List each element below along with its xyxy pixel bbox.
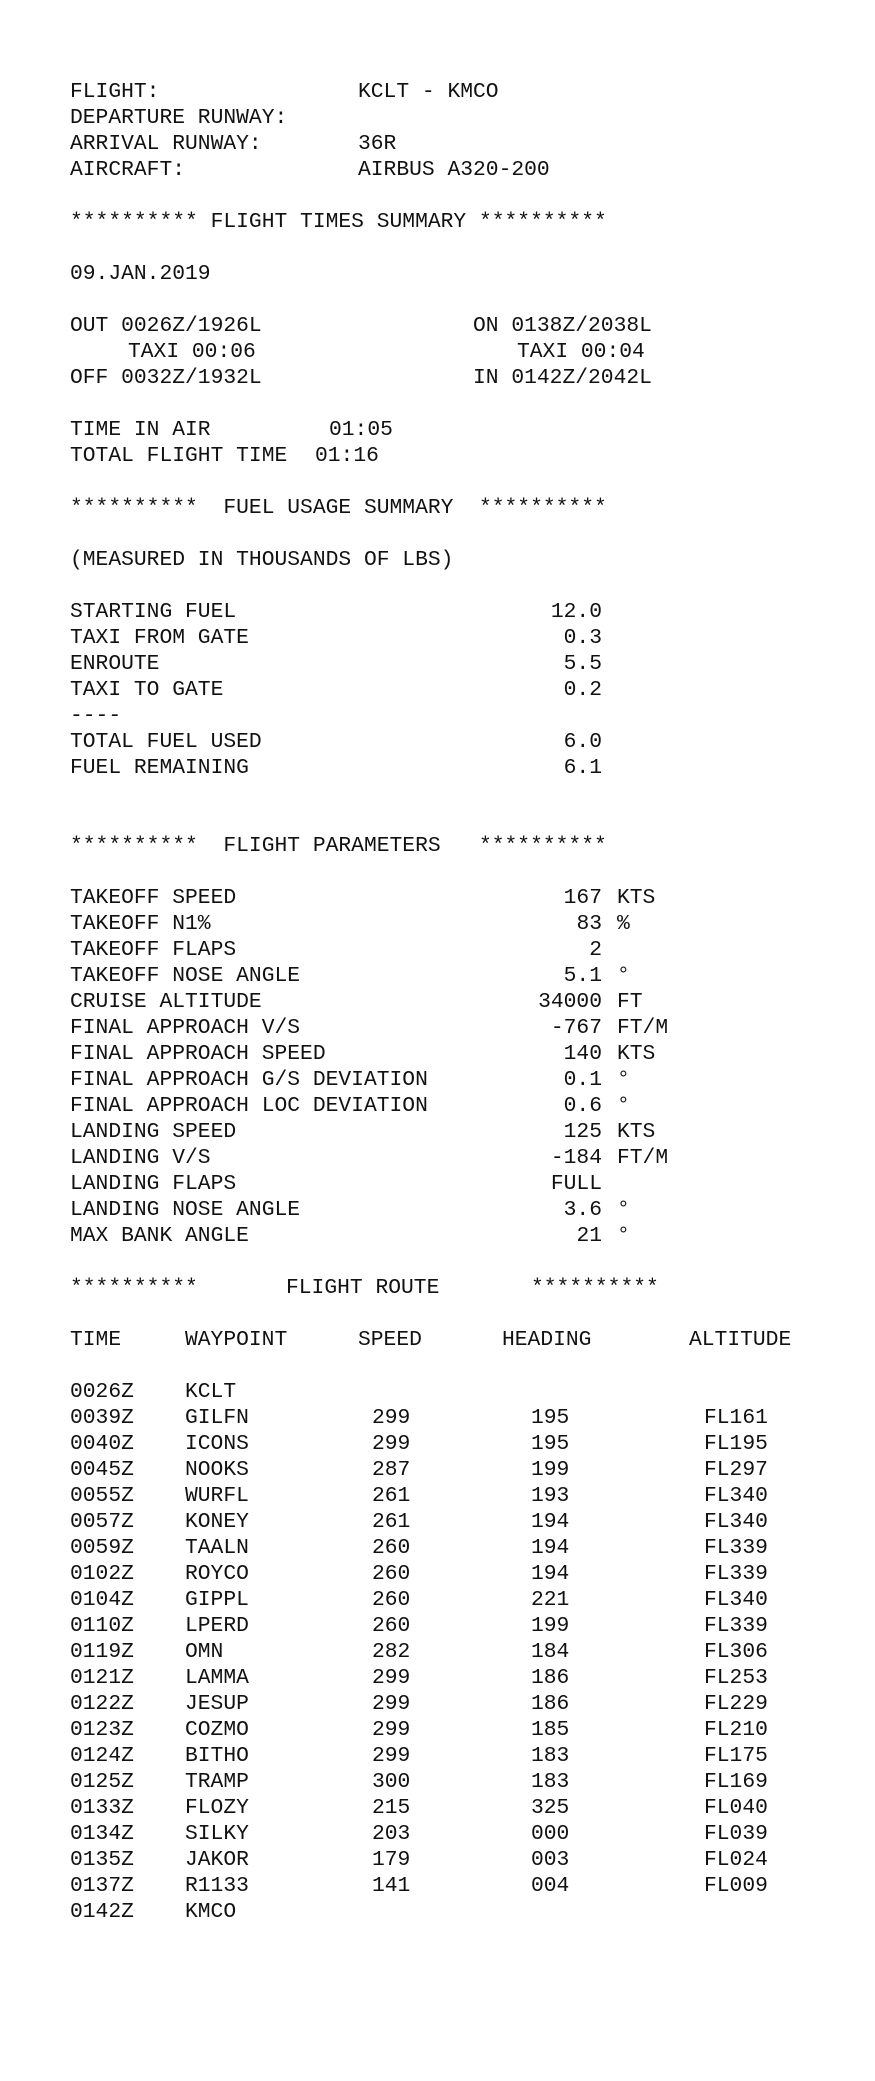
out-on-row <box>70 313 875 339</box>
in-time: IN 0142Z/2042L <box>473 366 652 390</box>
route-row <box>70 1743 875 1769</box>
route-heading: 199 <box>531 1458 570 1482</box>
fuel-value: 0.2 <box>563 678 602 702</box>
time-in-air-value: 01:05 <box>329 418 393 442</box>
route-altitude: FL340 <box>704 1484 768 1508</box>
taxi-in-time: TAXI 00:04 <box>517 340 645 364</box>
route-row <box>70 1847 875 1873</box>
parameter-label: MAX BANK ANGLE <box>70 1224 249 1248</box>
time-in-air-label: TIME IN AIR <box>70 418 211 442</box>
route-altitude: FL039 <box>704 1822 768 1846</box>
route-header-row <box>70 1327 875 1353</box>
parameter-row <box>70 1223 875 1249</box>
parameter-value: 34000 <box>538 990 602 1014</box>
parameter-unit: ° <box>617 1068 630 1092</box>
fuel-label: STARTING FUEL <box>70 600 237 624</box>
parameter-unit: FT <box>617 990 643 1014</box>
arrival-runway-row <box>70 131 875 157</box>
out-time: OUT 0026Z/1926L <box>70 314 262 338</box>
route-time: 0045Z <box>70 1458 134 1482</box>
route-waypoint: JAKOR <box>185 1848 249 1872</box>
aircraft-row <box>70 157 875 183</box>
parameter-unit: % <box>617 912 630 936</box>
route-time: 0119Z <box>70 1640 134 1664</box>
route-row <box>70 1717 875 1743</box>
route-speed: 260 <box>372 1536 411 1560</box>
parameter-value: 21 <box>576 1224 602 1248</box>
flight-date: 09.JAN.2019 <box>70 262 211 286</box>
route-row <box>70 1587 875 1613</box>
flight-times-title: ********** FLIGHT TIMES SUMMARY ********** <box>70 210 607 234</box>
parameter-label: FINAL APPROACH V/S <box>70 1016 301 1040</box>
parameter-row <box>70 1197 875 1223</box>
arrival-runway-value: 36R <box>358 132 397 156</box>
route-altitude: FL195 <box>704 1432 768 1456</box>
column-header-speed: SPEED <box>358 1328 422 1352</box>
aircraft-label: AIRCRAFT: <box>70 158 186 182</box>
fuel-remaining-row <box>70 755 875 781</box>
fuel-total-label: TOTAL FUEL USED <box>70 730 262 754</box>
route-altitude: FL169 <box>704 1770 768 1794</box>
route-time: 0039Z <box>70 1406 134 1430</box>
route-row <box>70 1665 875 1691</box>
route-speed: 203 <box>372 1822 411 1846</box>
parameter-row <box>70 937 875 963</box>
off-in-row <box>70 365 875 391</box>
route-altitude: FL340 <box>704 1510 768 1534</box>
route-heading: 325 <box>531 1796 570 1820</box>
column-header-heading: HEADING <box>502 1328 592 1352</box>
fuel-separator: ---- <box>70 704 122 728</box>
flight-row <box>70 79 875 105</box>
route-row <box>70 1509 875 1535</box>
route-altitude: FL339 <box>704 1562 768 1586</box>
route-altitude: FL339 <box>704 1614 768 1638</box>
route-row <box>70 1379 875 1405</box>
parameter-value: -184 <box>550 1146 602 1170</box>
route-speed: 261 <box>372 1484 411 1508</box>
parameter-row <box>70 1067 875 1093</box>
parameter-label: TAKEOFF SPEED <box>70 886 237 910</box>
parameter-unit: KTS <box>617 886 656 910</box>
parameter-label: LANDING FLAPS <box>70 1172 237 1196</box>
fuel-row <box>70 599 875 625</box>
route-heading: 186 <box>531 1666 570 1690</box>
parameter-row <box>70 1015 875 1041</box>
route-altitude: FL040 <box>704 1796 768 1820</box>
route-heading: 194 <box>531 1562 570 1586</box>
route-waypoint: OMN <box>185 1640 224 1664</box>
route-time: 0104Z <box>70 1588 134 1612</box>
parameter-unit: KTS <box>617 1120 656 1144</box>
route-speed: 215 <box>372 1796 411 1820</box>
route-waypoint: KCLT <box>185 1380 237 1404</box>
fuel-total-value: 6.0 <box>563 730 602 754</box>
parameter-row <box>70 1145 875 1171</box>
parameter-label: TAKEOFF N1% <box>70 912 211 936</box>
route-altitude: FL229 <box>704 1692 768 1716</box>
route-heading: 221 <box>531 1588 570 1612</box>
route-heading: 199 <box>531 1614 570 1638</box>
flight-value: KCLT - KMCO <box>358 80 499 104</box>
parameter-row <box>70 963 875 989</box>
route-waypoint: LAMMA <box>185 1666 249 1690</box>
flight-label: FLIGHT: <box>70 80 160 104</box>
route-heading: 195 <box>531 1406 570 1430</box>
route-altitude: FL009 <box>704 1874 768 1898</box>
parameter-value: 5.1 <box>563 964 602 988</box>
route-speed: 287 <box>372 1458 411 1482</box>
route-waypoint: GILFN <box>185 1406 249 1430</box>
route-waypoint: LPERD <box>185 1614 249 1638</box>
fuel-remaining-value: 6.1 <box>563 756 602 780</box>
parameter-value: 0.6 <box>563 1094 602 1118</box>
route-row <box>70 1691 875 1717</box>
fuel-value: 12.0 <box>550 600 602 624</box>
route-time: 0040Z <box>70 1432 134 1456</box>
route-waypoint: COZMO <box>185 1718 249 1742</box>
route-waypoint: TAALN <box>185 1536 249 1560</box>
parameter-value: -767 <box>550 1016 602 1040</box>
parameter-rows <box>70 885 875 1249</box>
fuel-row <box>70 651 875 677</box>
fuel-label: ENROUTE <box>70 652 160 676</box>
parameter-label: TAKEOFF NOSE ANGLE <box>70 964 301 988</box>
route-heading: 183 <box>531 1744 570 1768</box>
parameter-unit: FT/M <box>617 1146 669 1170</box>
route-heading: 193 <box>531 1484 570 1508</box>
route-time: 0059Z <box>70 1536 134 1560</box>
route-heading: 195 <box>531 1432 570 1456</box>
taxi-row <box>70 339 875 365</box>
fuel-value: 0.3 <box>563 626 602 650</box>
fuel-label: TAXI TO GATE <box>70 678 224 702</box>
route-time: 0142Z <box>70 1900 134 1924</box>
fuel-total-row <box>70 729 875 755</box>
taxi-out-time: TAXI 00:06 <box>128 340 256 364</box>
aircraft-value: AIRBUS A320-200 <box>358 158 550 182</box>
route-altitude: FL161 <box>704 1406 768 1430</box>
route-waypoint: KONEY <box>185 1510 249 1534</box>
route-time: 0125Z <box>70 1770 134 1794</box>
parameter-row <box>70 1041 875 1067</box>
route-speed: 260 <box>372 1588 411 1612</box>
route-row <box>70 1769 875 1795</box>
flight-report <box>70 79 875 1925</box>
parameter-row <box>70 1093 875 1119</box>
route-row <box>70 1561 875 1587</box>
parameter-row <box>70 911 875 937</box>
route-time: 0137Z <box>70 1874 134 1898</box>
route-speed: 260 <box>372 1614 411 1638</box>
route-speed: 141 <box>372 1874 411 1898</box>
route-title-stars-right: ********** <box>531 1276 659 1300</box>
departure-runway-label: DEPARTURE RUNWAY: <box>70 106 288 130</box>
parameter-value: 3.6 <box>563 1198 602 1222</box>
route-speed: 260 <box>372 1562 411 1586</box>
parameter-value: 2 <box>589 938 602 962</box>
route-altitude: FL297 <box>704 1458 768 1482</box>
parameter-row <box>70 1171 875 1197</box>
route-row <box>70 1639 875 1665</box>
route-speed: 299 <box>372 1406 411 1430</box>
route-altitude: FL306 <box>704 1640 768 1664</box>
route-speed: 299 <box>372 1692 411 1716</box>
route-speed: 299 <box>372 1744 411 1768</box>
parameter-unit: ° <box>617 1094 630 1118</box>
route-time: 0121Z <box>70 1666 134 1690</box>
route-waypoint: ROYCO <box>185 1562 249 1586</box>
route-waypoint: KMCO <box>185 1900 237 1924</box>
parameter-value: 0.1 <box>563 1068 602 1092</box>
parameter-value: 167 <box>563 886 602 910</box>
route-waypoint: FLOZY <box>185 1796 249 1820</box>
fuel-row <box>70 625 875 651</box>
parameter-value: 83 <box>576 912 602 936</box>
parameter-unit: FT/M <box>617 1016 669 1040</box>
route-waypoint: WURFL <box>185 1484 249 1508</box>
route-speed: 261 <box>372 1510 411 1534</box>
parameter-label: FINAL APPROACH LOC DEVIATION <box>70 1094 428 1118</box>
route-altitude: FL024 <box>704 1848 768 1872</box>
flight-parameters-title: ********** FLIGHT PARAMETERS ********** <box>70 834 607 858</box>
on-time: ON 0138Z/2038L <box>473 314 652 338</box>
parameter-label: LANDING NOSE ANGLE <box>70 1198 301 1222</box>
route-row <box>70 1821 875 1847</box>
arrival-runway-label: ARRIVAL RUNWAY: <box>70 132 262 156</box>
route-heading: 186 <box>531 1692 570 1716</box>
column-header-waypoint: WAYPOINT <box>185 1328 288 1352</box>
parameter-label: LANDING SPEED <box>70 1120 237 1144</box>
route-waypoint: JESUP <box>185 1692 249 1716</box>
route-time: 0134Z <box>70 1822 134 1846</box>
route-heading: 000 <box>531 1822 570 1846</box>
parameter-value: FULL <box>550 1172 602 1196</box>
route-time: 0057Z <box>70 1510 134 1534</box>
route-altitude: FL340 <box>704 1588 768 1612</box>
route-altitude: FL253 <box>704 1666 768 1690</box>
route-row <box>70 1405 875 1431</box>
route-time: 0123Z <box>70 1718 134 1742</box>
departure-runway-row <box>70 105 875 131</box>
parameter-value: 140 <box>563 1042 602 1066</box>
route-row <box>70 1483 875 1509</box>
total-flight-time-value: 01:16 <box>315 444 379 468</box>
route-altitude: FL175 <box>704 1744 768 1768</box>
column-header-time: TIME <box>70 1328 122 1352</box>
fuel-value: 5.5 <box>563 652 602 676</box>
flight-route-title <box>70 1275 875 1301</box>
route-time: 0133Z <box>70 1796 134 1820</box>
total-flight-time-label: TOTAL FLIGHT TIME <box>70 444 288 468</box>
parameter-row <box>70 1119 875 1145</box>
parameter-unit: ° <box>617 1224 630 1248</box>
time-in-air-row <box>70 417 875 443</box>
route-waypoint: SILKY <box>185 1822 249 1846</box>
parameter-value: 125 <box>563 1120 602 1144</box>
route-altitude: FL210 <box>704 1718 768 1742</box>
route-waypoint: NOOKS <box>185 1458 249 1482</box>
route-waypoint: R1133 <box>185 1874 249 1898</box>
route-heading: 183 <box>531 1770 570 1794</box>
route-waypoint: BITHO <box>185 1744 249 1768</box>
fuel-remaining-label: FUEL REMAINING <box>70 756 249 780</box>
route-heading: 184 <box>531 1640 570 1664</box>
route-heading: 185 <box>531 1718 570 1742</box>
route-speed: 179 <box>372 1848 411 1872</box>
route-heading: 194 <box>531 1536 570 1560</box>
route-time: 0110Z <box>70 1614 134 1638</box>
route-waypoint: GIPPL <box>185 1588 249 1612</box>
parameter-label: FINAL APPROACH SPEED <box>70 1042 326 1066</box>
route-time: 0026Z <box>70 1380 134 1404</box>
route-waypoint: TRAMP <box>185 1770 249 1794</box>
route-speed: 282 <box>372 1640 411 1664</box>
route-row <box>70 1535 875 1561</box>
route-heading: 003 <box>531 1848 570 1872</box>
route-time: 0122Z <box>70 1692 134 1716</box>
route-altitude: FL339 <box>704 1536 768 1560</box>
route-row <box>70 1457 875 1483</box>
parameter-unit: KTS <box>617 1042 656 1066</box>
off-time: OFF 0032Z/1932L <box>70 366 262 390</box>
route-title-stars-left: ********** <box>70 1276 198 1300</box>
fuel-units-note: (MEASURED IN THOUSANDS OF LBS) <box>70 548 454 572</box>
route-heading: 004 <box>531 1874 570 1898</box>
route-row <box>70 1899 875 1925</box>
route-time: 0135Z <box>70 1848 134 1872</box>
route-time: 0124Z <box>70 1744 134 1768</box>
total-flight-time-row <box>70 443 875 469</box>
route-time: 0055Z <box>70 1484 134 1508</box>
parameter-unit: ° <box>617 964 630 988</box>
route-title-text: FLIGHT ROUTE <box>286 1276 440 1300</box>
fuel-row <box>70 677 875 703</box>
route-row <box>70 1795 875 1821</box>
parameter-label: FINAL APPROACH G/S DEVIATION <box>70 1068 428 1092</box>
route-row <box>70 1431 875 1457</box>
fuel-rows <box>70 599 875 703</box>
parameter-row <box>70 989 875 1015</box>
fuel-summary-title: ********** FUEL USAGE SUMMARY ********** <box>70 496 607 520</box>
parameter-label: TAKEOFF FLAPS <box>70 938 237 962</box>
route-row <box>70 1873 875 1899</box>
route-waypoint: ICONS <box>185 1432 249 1456</box>
parameter-row <box>70 885 875 911</box>
route-row <box>70 1613 875 1639</box>
route-table <box>70 1379 875 1925</box>
column-header-altitude: ALTITUDE <box>689 1328 792 1352</box>
route-speed: 299 <box>372 1432 411 1456</box>
route-speed: 299 <box>372 1666 411 1690</box>
route-speed: 300 <box>372 1770 411 1794</box>
parameter-unit: ° <box>617 1198 630 1222</box>
fuel-label: TAXI FROM GATE <box>70 626 249 650</box>
route-heading: 194 <box>531 1510 570 1534</box>
route-time: 0102Z <box>70 1562 134 1586</box>
parameter-label: LANDING V/S <box>70 1146 211 1170</box>
parameter-label: CRUISE ALTITUDE <box>70 990 262 1014</box>
route-speed: 299 <box>372 1718 411 1742</box>
